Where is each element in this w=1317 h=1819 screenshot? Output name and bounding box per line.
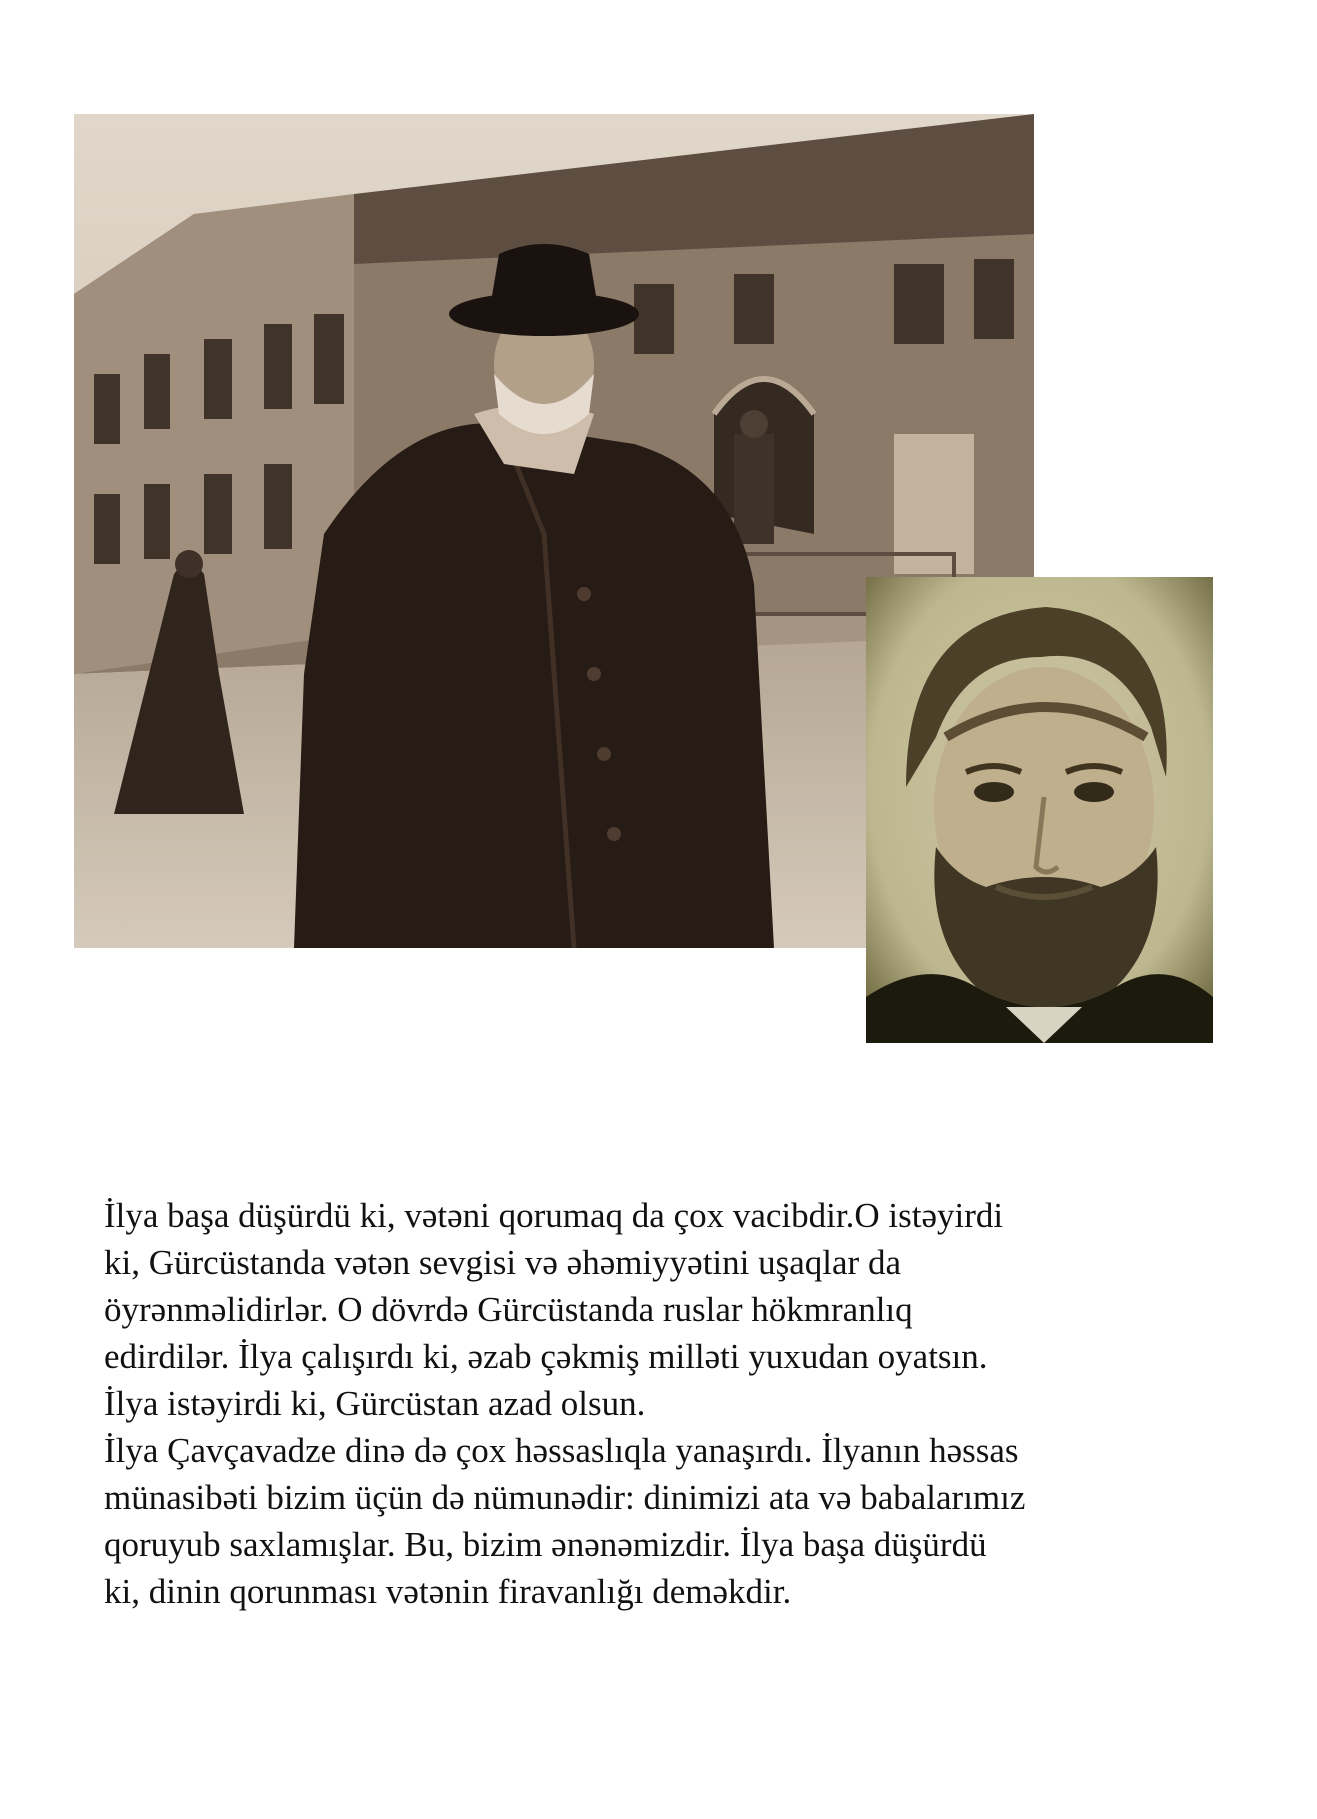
portrait-photo-icon (866, 577, 1213, 1043)
paragraph-1: İlya başa düşürdü ki, vətəni qorumaq da çox vacibdir.O istəyirdi ki, Gürcüstanda vətən sevgisi və əhəmiyyətini uşaqlar da öyrənməlidirlər. O dövrdə Gürcüstanda ruslar hökmranlıq edirdilər. İlya çalışırdı ki, əzab çəkmiş milləti yuxudan oyatsın. İlya istəyirdi ki, Gürcüstan azad olsun. (104, 1196, 1004, 1423)
paragraph-2: İlya Çavçavadze dinə də çox həssaslıqla yanaşırdı. İlyanın həssas münasibəti bizim üçün də nümunədir: dinimizi ata və babalarımız qoruyub saxlamışlar. Bu, bizim ənənəmizdir. İlya başa düşürdü ki, dinin qorunması vətənin firavanlığı deməkdir. (104, 1431, 1026, 1611)
portrait-photo (866, 577, 1213, 1043)
body-text (104, 1192, 1244, 1615)
